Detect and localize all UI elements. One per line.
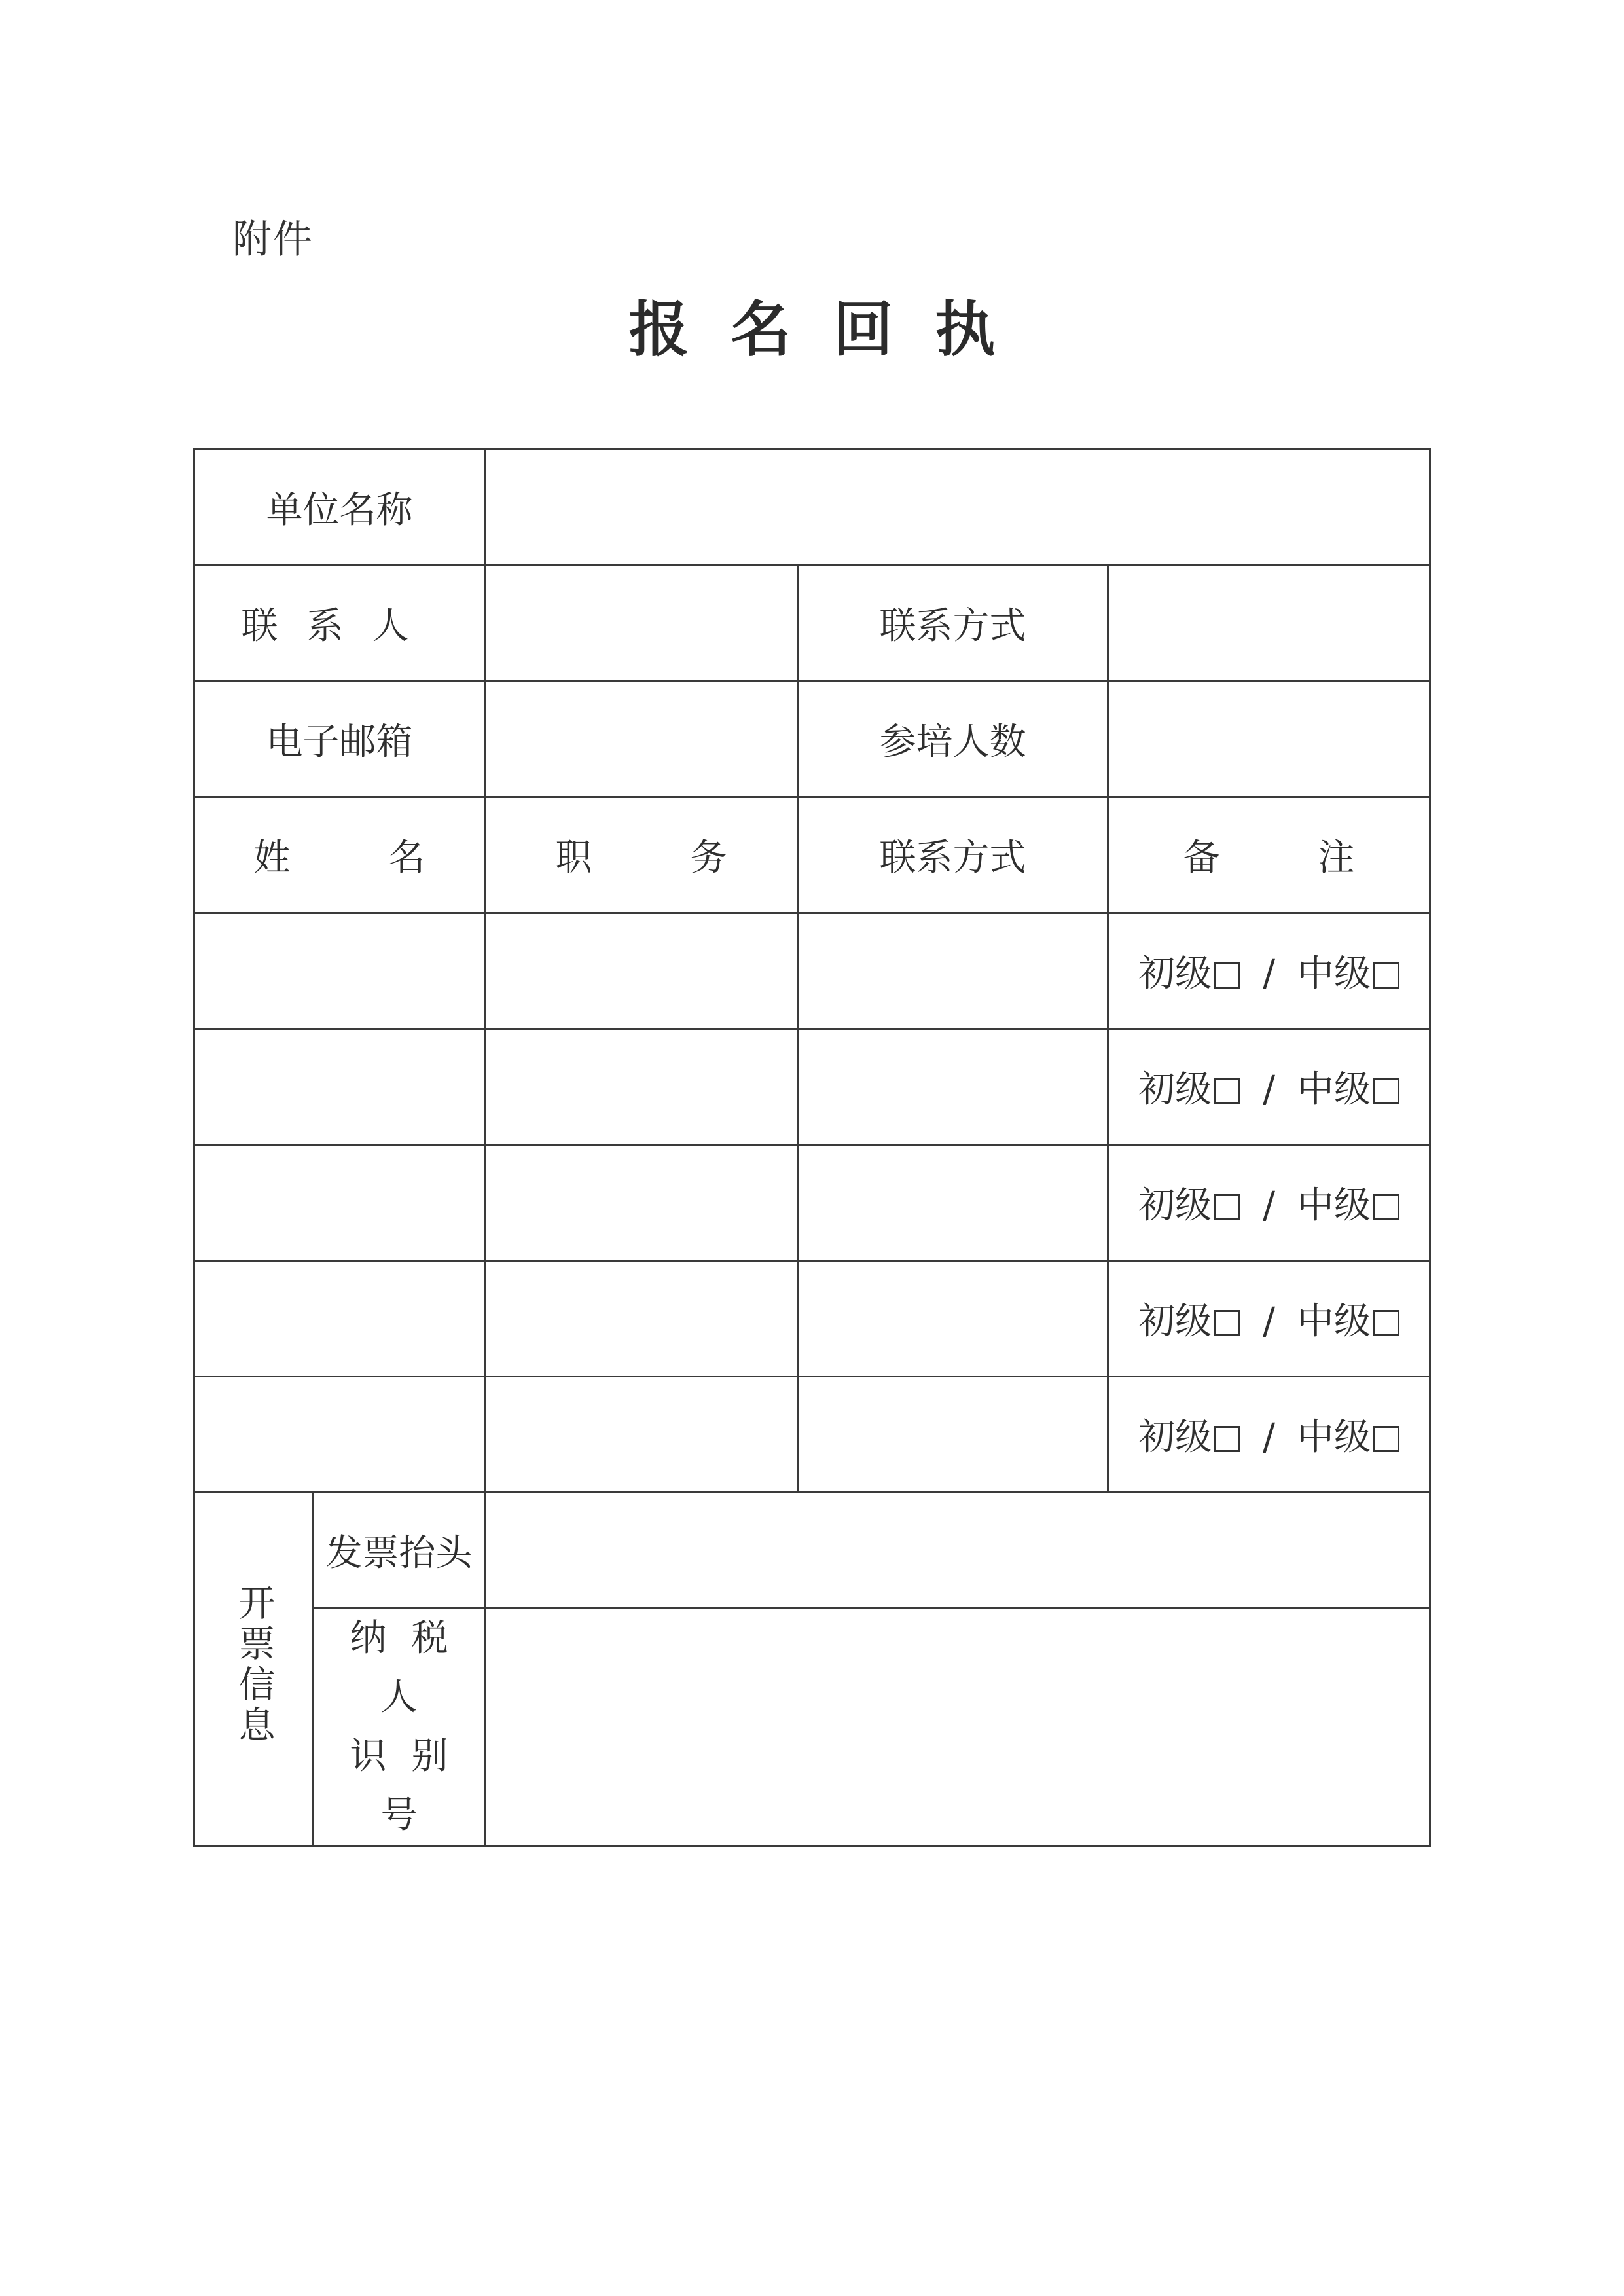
level-middle-checkbox[interactable] <box>1373 1426 1399 1452</box>
column-header-position-char: 职 <box>555 837 592 879</box>
taxpayer-id-label <box>314 1609 485 1846</box>
level-options <box>1108 1029 1430 1145</box>
participant-position-field[interactable] <box>485 913 798 1029</box>
email-label: 电子邮箱 <box>194 682 485 797</box>
invoice-title-label: 发票抬头 <box>314 1493 485 1609</box>
level-junior-checkbox[interactable] <box>1214 1310 1240 1336</box>
participants-field[interactable] <box>1108 682 1430 797</box>
participant-contact-field[interactable] <box>798 1029 1108 1145</box>
participant-position-field[interactable] <box>485 1377 798 1493</box>
level-middle-checkbox[interactable] <box>1373 1194 1399 1220</box>
level-middle-label: 中级 <box>1297 1184 1371 1227</box>
taxpayer-id-field[interactable] <box>485 1609 1430 1846</box>
level-junior-checkbox[interactable] <box>1214 962 1240 989</box>
registration-form <box>193 448 1431 1847</box>
level-options <box>1108 1261 1430 1377</box>
invoice-section-label <box>194 1493 314 1846</box>
invoice-section-label-text: 开票信息 <box>232 1583 276 1746</box>
level-middle-checkbox[interactable] <box>1373 1078 1399 1104</box>
taxpayer-id-label-line2: 识别号 <box>350 1735 473 1836</box>
level-separator: / <box>1263 953 1275 995</box>
participants-label: 参培人数 <box>798 682 1108 797</box>
title-char: 执 <box>935 294 996 365</box>
column-header-name <box>194 797 485 913</box>
column-header-remarks-char: 注 <box>1318 837 1355 879</box>
participant-contact-field[interactable] <box>798 913 1108 1029</box>
level-options <box>1108 913 1430 1029</box>
attachment-label: 附件 <box>232 217 314 263</box>
column-header-contact: 联系方式 <box>798 797 1108 913</box>
taxpayer-id-label-line1: 纳税人 <box>350 1617 473 1719</box>
participant-contact-field[interactable] <box>798 1377 1108 1493</box>
column-header-name-char: 姓 <box>253 837 291 879</box>
participant-name-field[interactable] <box>194 1377 485 1493</box>
taxpayer-id-row <box>194 1609 1430 1846</box>
level-options <box>1108 1377 1430 1493</box>
participant-position-field[interactable] <box>485 1261 798 1377</box>
participant-row <box>194 1261 1430 1377</box>
participant-name-field[interactable] <box>194 1029 485 1145</box>
column-header-remarks-char: 备 <box>1183 837 1220 879</box>
title-char: 回 <box>833 294 893 365</box>
title-char: 报 <box>628 294 689 365</box>
column-header-remarks <box>1108 797 1430 913</box>
invoice-title-row <box>194 1493 1430 1609</box>
contact-person-field[interactable] <box>485 566 798 682</box>
level-junior-label: 初级 <box>1138 1184 1212 1227</box>
level-junior-label: 初级 <box>1138 1416 1212 1459</box>
level-separator: / <box>1263 1416 1275 1459</box>
contact-method-label: 联系方式 <box>798 566 1108 682</box>
email-row <box>194 682 1430 797</box>
participant-position-field[interactable] <box>485 1029 798 1145</box>
participant-row <box>194 1145 1430 1261</box>
level-separator: / <box>1263 1300 1275 1343</box>
level-middle-label: 中级 <box>1297 1300 1371 1343</box>
participant-row <box>194 1377 1430 1493</box>
level-separator: / <box>1263 1184 1275 1227</box>
participant-name-field[interactable] <box>194 913 485 1029</box>
participant-row <box>194 1029 1430 1145</box>
level-middle-checkbox[interactable] <box>1373 962 1399 989</box>
column-header-position-char: 务 <box>690 837 727 879</box>
level-middle-label: 中级 <box>1297 1416 1371 1459</box>
participant-name-field[interactable] <box>194 1145 485 1261</box>
title-char: 名 <box>731 294 791 365</box>
column-header-position <box>485 797 798 913</box>
participant-position-field[interactable] <box>485 1145 798 1261</box>
level-junior-checkbox[interactable] <box>1214 1194 1240 1220</box>
unit-name-label: 单位名称 <box>194 450 485 566</box>
contact-method-field[interactable] <box>1108 566 1430 682</box>
email-field[interactable] <box>485 682 798 797</box>
contact-row <box>194 566 1430 682</box>
level-separator: / <box>1263 1068 1275 1111</box>
page-title <box>0 282 1624 368</box>
participant-name-field[interactable] <box>194 1261 485 1377</box>
level-middle-label: 中级 <box>1297 953 1371 995</box>
level-junior-checkbox[interactable] <box>1214 1078 1240 1104</box>
unit-name-row <box>194 450 1430 566</box>
participant-contact-field[interactable] <box>798 1261 1108 1377</box>
level-junior-checkbox[interactable] <box>1214 1426 1240 1452</box>
participant-row <box>194 913 1430 1029</box>
participant-contact-field[interactable] <box>798 1145 1108 1261</box>
column-header-row <box>194 797 1430 913</box>
unit-name-field[interactable] <box>485 450 1430 566</box>
level-junior-label: 初级 <box>1138 1300 1212 1343</box>
level-junior-label: 初级 <box>1138 1068 1212 1111</box>
level-middle-label: 中级 <box>1297 1068 1371 1111</box>
invoice-title-field[interactable] <box>485 1493 1430 1609</box>
level-options <box>1108 1145 1430 1261</box>
contact-person-label: 联系人 <box>194 566 485 682</box>
column-header-name-char: 名 <box>388 837 425 879</box>
level-junior-label: 初级 <box>1138 953 1212 995</box>
level-middle-checkbox[interactable] <box>1373 1310 1399 1336</box>
